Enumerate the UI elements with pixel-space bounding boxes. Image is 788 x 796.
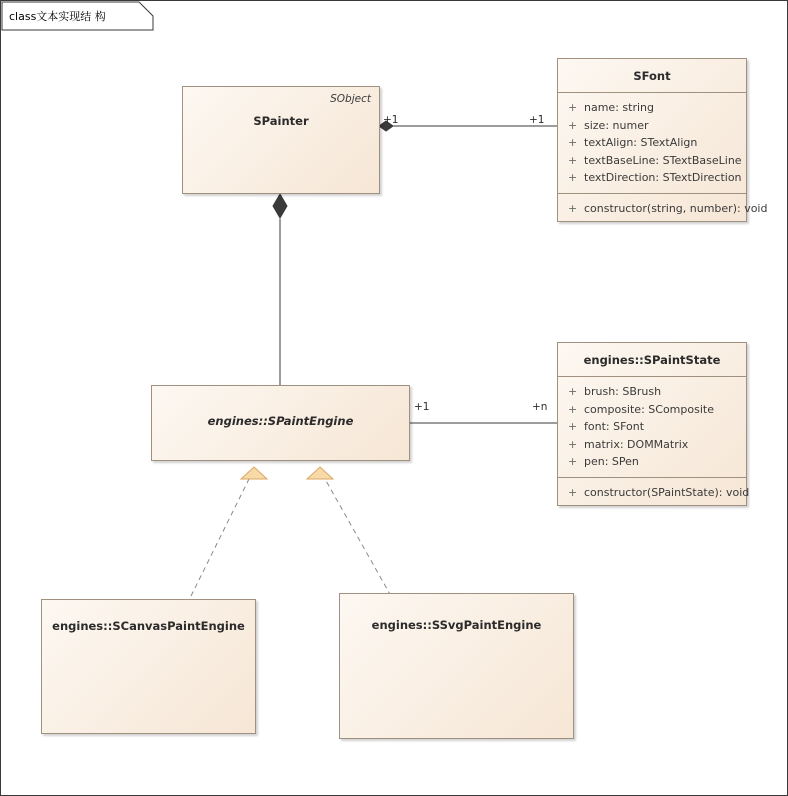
attribute-text: matrix: DOMMatrix <box>584 437 689 451</box>
class-name-spaintstate: engines::SPaintState <box>583 353 721 367</box>
class-box-spaintstate[interactable] <box>557 342 750 506</box>
operation-row <box>562 484 750 502</box>
visibility-marker: + <box>568 420 578 433</box>
attribute-text: textAlign: STextAlign <box>584 136 698 149</box>
class-box-ssvgpaintengine[interactable] <box>339 593 574 739</box>
visibility-marker: + <box>568 201 578 215</box>
attribute-text: pen: SPen <box>584 455 639 468</box>
class-box-spainter[interactable] <box>182 86 380 194</box>
operations-compartment-spaintstate <box>558 478 750 508</box>
class-name-sfont: SFont <box>633 69 671 83</box>
attribute-text: brush: SBrush <box>584 385 662 398</box>
operation-text: constructor(SPaintState): void <box>584 485 750 499</box>
class-name-ssvgpaintengine: engines::SSvgPaintEngine <box>371 618 542 632</box>
class-box-spaintengine[interactable] <box>151 385 410 461</box>
class-box-sfont[interactable] <box>557 58 768 222</box>
attribute-text: textDirection: STextDirection <box>584 171 742 184</box>
class-name-spainter: SPainter <box>253 114 309 128</box>
diagram-title-label: class文本实现结 构 <box>9 10 106 23</box>
visibility-marker: + <box>568 385 578 398</box>
attributes-compartment-spaintstate <box>558 377 746 477</box>
visibility-marker: + <box>568 153 578 167</box>
multiplicity-engine-state-target: +n <box>532 401 548 413</box>
multiplicity-painter-font-target: +1 <box>529 114 545 126</box>
visibility-marker: + <box>568 402 578 416</box>
operations-compartment-sfont <box>558 194 768 224</box>
attribute-row <box>562 383 742 401</box>
attribute-row <box>562 134 742 152</box>
visibility-marker: + <box>568 136 578 149</box>
visibility-marker: + <box>568 437 578 451</box>
multiplicity-engine-state-source: +1 <box>414 401 430 413</box>
attribute-text: composite: SComposite <box>584 402 714 416</box>
visibility-marker: + <box>568 118 578 132</box>
attribute-row <box>562 436 742 454</box>
attribute-text: textBaseLine: STextBaseLine <box>584 153 742 167</box>
visibility-marker: + <box>568 455 578 468</box>
class-box-scanvaspaintengine[interactable] <box>41 599 256 734</box>
operation-row <box>562 200 768 218</box>
attribute-row <box>562 152 742 170</box>
attribute-row <box>562 401 742 419</box>
operation-text: constructor(string, number): void <box>584 201 768 215</box>
class-name-scanvaspaintengine: engines::SCanvasPaintEngine <box>52 619 245 633</box>
attribute-row <box>562 453 742 471</box>
attribute-row <box>562 169 742 187</box>
attribute-text: size: numer <box>584 118 649 132</box>
attribute-row <box>562 99 742 117</box>
attribute-text: font: SFont <box>584 420 645 433</box>
attribute-row <box>562 418 742 436</box>
visibility-marker: + <box>568 171 578 184</box>
class-name-spaintengine: engines::SPaintEngine <box>207 414 354 428</box>
visibility-marker: + <box>568 485 578 499</box>
visibility-marker: + <box>568 101 578 114</box>
attribute-row <box>562 117 742 135</box>
diagram-title-tab <box>1 1 151 30</box>
multiplicity-painter-font-source: +1 <box>383 114 399 126</box>
class-stereotype-sobject: SObject <box>330 93 371 105</box>
attribute-text: name: string <box>584 101 654 114</box>
attributes-compartment-sfont <box>558 93 746 193</box>
